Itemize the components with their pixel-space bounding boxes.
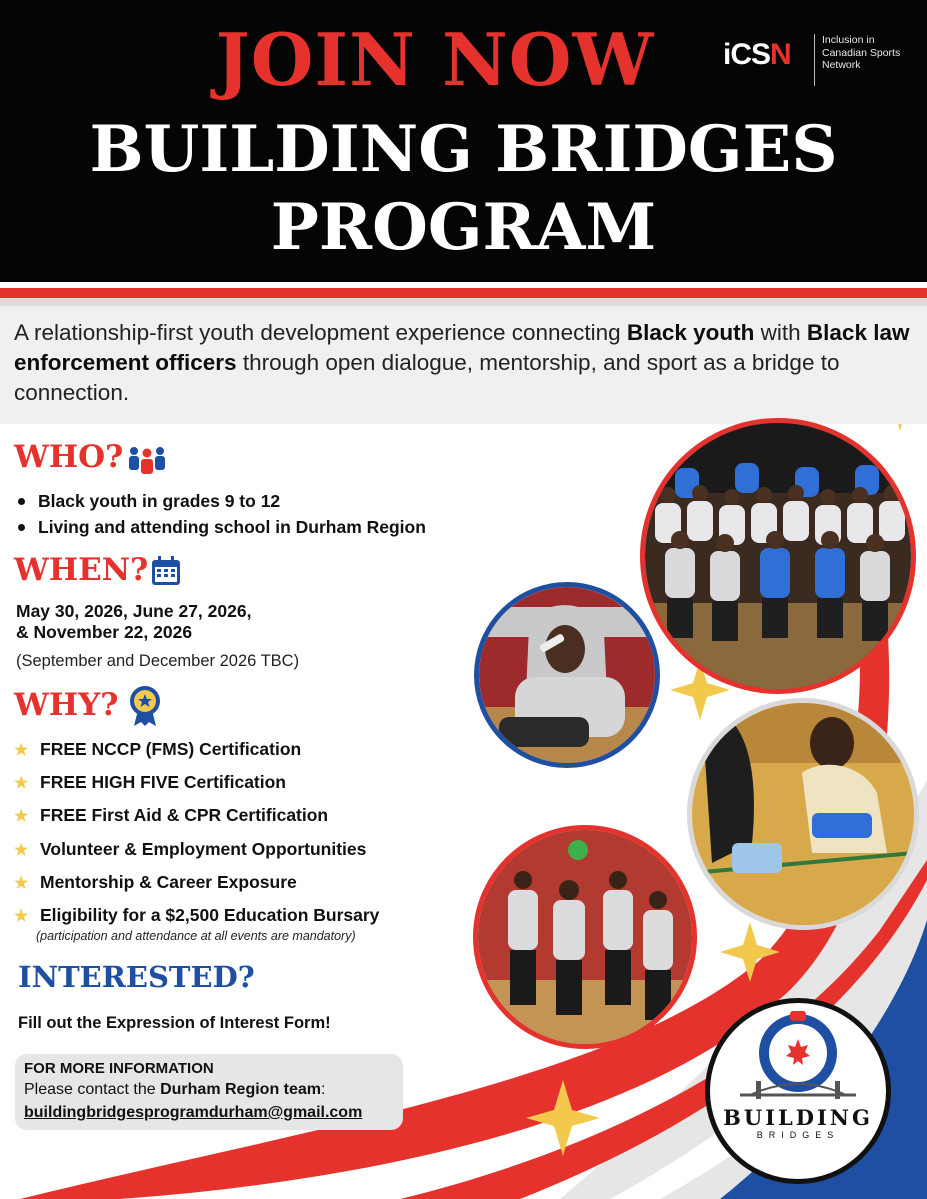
group-photo (640, 418, 916, 694)
list-item: ★ FREE HIGH FIVE Certification (14, 771, 379, 804)
info-title: FOR MORE INFORMATION (24, 1060, 214, 1077)
benefits-list (14, 738, 379, 937)
star-icon: ★ (14, 874, 29, 892)
logo-text: Inclusion in Canadian Sports Network (822, 34, 901, 71)
mandatory-note: (participation and attendance at all events are mandatory) (36, 929, 356, 943)
list-item: ★ FREE NCCP (FMS) Certification (14, 738, 379, 771)
info-contact-line: Please contact the Durham Region team: (24, 1081, 326, 1098)
calendar-icon (150, 555, 182, 587)
interested-heading: INTERESTED? (18, 960, 255, 994)
why-heading: WHY? (14, 687, 119, 723)
program-title-line1: BUILDING BRIDGES (89, 112, 838, 187)
program-title-line2: PROGRAM (270, 190, 657, 265)
list-item: ★ Volunteer & Employment Opportunities (14, 838, 379, 871)
list-item: ★ Mentorship & Career Exposure (14, 871, 379, 904)
speaker-photo (474, 582, 660, 768)
people-group-icon (128, 444, 166, 474)
who-list (16, 488, 426, 540)
event-dates: May 30, 2026, June 27, 2026, & November 22, 2026 (16, 601, 252, 642)
list-item: ★ Eligibility for a $2,500 Education Bursary (14, 904, 379, 937)
star-icon: ★ (14, 775, 29, 793)
logo-divider (814, 34, 815, 86)
basketball-photo (473, 825, 697, 1049)
contact-email-link[interactable]: buildingbridgesprogramdurham@gmail.com (24, 1104, 363, 1121)
logo-mark: iCSN (723, 38, 791, 71)
who-heading: WHO? (14, 439, 124, 475)
when-heading: WHEN? (14, 552, 149, 588)
header-stripe-red (0, 288, 927, 298)
list-item: Black youth in grades 9 to 12 (16, 488, 426, 514)
join-now-heading: JOIN NOW (215, 17, 655, 102)
cpr-training-photo (687, 698, 919, 930)
badge-wordmark: BUILDING (723, 1105, 873, 1130)
list-item: Living and attending school in Durham Region (16, 514, 426, 540)
star-icon: ★ (14, 808, 29, 826)
expression-of-interest-cta[interactable]: Fill out the Expression of Interest Form! (18, 1014, 331, 1032)
header-stripe-gray (0, 298, 927, 306)
star-icon: ★ (14, 907, 29, 925)
star-icon: ★ (14, 841, 29, 859)
building-bridges-badge (705, 998, 891, 1184)
list-item: ★ FREE First Aid & CPR Certification (14, 804, 379, 837)
police-crest-icon (710, 1003, 886, 1179)
award-medal-icon (128, 684, 162, 726)
header-banner (0, 0, 927, 282)
dates-note: (September and December 2026 TBC) (16, 652, 300, 670)
star-icon: ★ (14, 742, 29, 759)
intro-paragraph: A relationship-first youth development experience connecting Black youth with Black law enforcement officers through open dialogue, mentorship, and sport as a bridge to connection. (14, 320, 910, 405)
badge-subtext: BRIDGES (756, 1130, 840, 1140)
icsn-logo (723, 34, 903, 86)
